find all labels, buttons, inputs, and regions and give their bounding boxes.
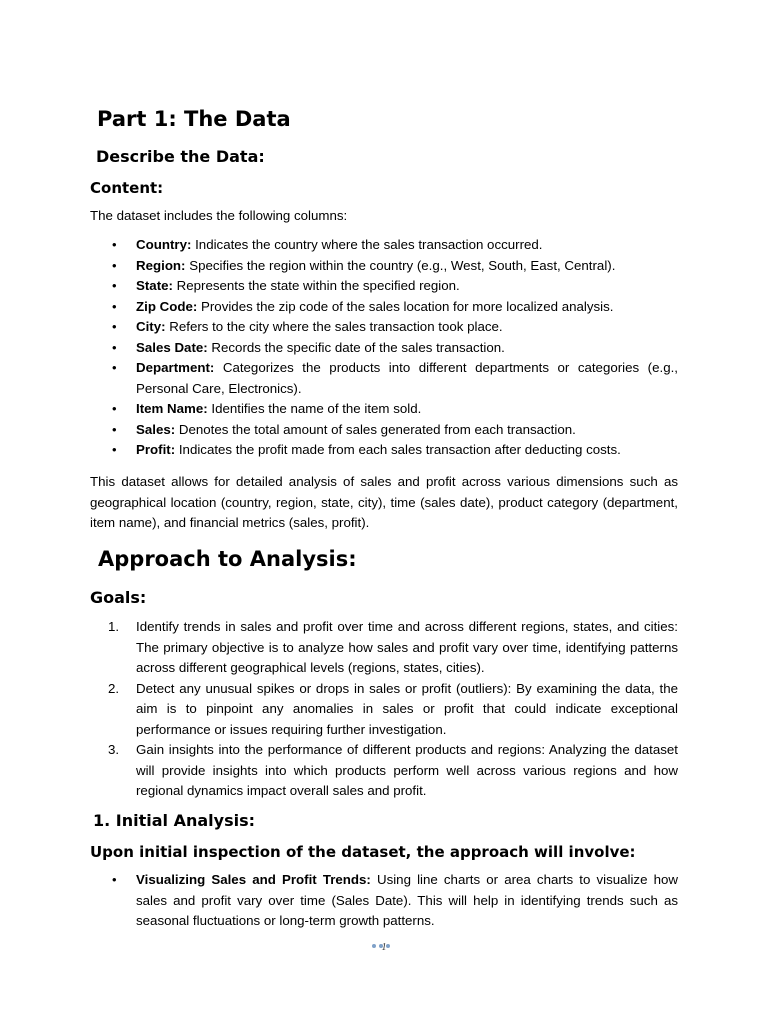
column-desc: Indicates the country where the sales transaction occurred. [191,237,543,252]
bullet-icon: • [112,278,117,293]
bullet-icon: • [112,339,117,355]
initial-analysis-heading: 1. Initial Analysis: [93,811,256,830]
goals-heading: Goals: [90,588,147,607]
list-item [112,358,678,399]
summary-paragraph: This dataset allows for detailed analysis of sales and profit across various dimensions such as geographical location (country, region, state, city), time (sales date), product category (department, item name), and financial metrics (sales, profit). [90,474,678,530]
approach-heading: Approach to Analysis: [98,547,357,571]
column-term: Item Name: [136,401,208,416]
list-item [108,679,678,741]
goal-text: Detect any unusual spikes or drops in sales or profit (outliers): By examining the data, the aim is to pinpoint any anomalies in sales or profit that could indicate exceptional performance or issues requiring further investigation. [136,680,678,737]
column-term: State: [136,278,173,293]
list-item [108,740,678,802]
column-desc: Specifies the region within the country (e.g., West, South, East, Central). [185,257,616,273]
bullet-icon: • [112,872,117,887]
column-term: Region: [136,257,186,273]
inspection-heading: Upon initial inspection of the dataset, the approach will involve: [90,843,636,861]
column-term: Sales Date: [136,339,208,355]
goal-number: 1. [108,619,120,634]
column-term: Profit: [136,442,176,457]
list-item [112,276,678,297]
list-item [112,235,678,256]
list-item [112,297,678,318]
approach-term: Visualizing Sales and Profit Trends: [136,872,371,887]
intro-text: The dataset includes the following columns: [90,208,348,223]
bullet-icon: • [112,442,117,457]
goal-text: Gain insights into the performance of different products and regions: Analyzing the dataset will provide insights into which products perform well across various regions and how regional dynamics impact overall sales and profit. [136,742,678,798]
bullet-icon: • [112,298,117,314]
bullet-icon: • [112,401,117,416]
column-term: City: [136,319,166,334]
list-item [112,317,678,338]
approach-list [112,870,678,932]
describe-heading: Describe the Data: [96,147,265,166]
list-item [112,440,678,461]
bullet-icon: • [112,319,117,334]
bullet-icon: • [112,237,117,252]
column-desc: Refers to the city where the sales transaction took place. [165,319,503,334]
list-item [112,338,678,359]
column-desc: Categorizes the products into different departments or categories (e.g., Personal Care, Electronics). [136,360,678,396]
bullet-icon: • [112,421,117,437]
page-number: 1 [381,942,387,953]
list-item [112,870,678,932]
bullet-icon: • [112,360,117,375]
column-term: Zip Code: [136,298,198,314]
goal-number: 2. [108,680,120,696]
goal-number: 3. [108,742,120,757]
footer-dots-icon [372,935,396,941]
column-term: Department: [136,360,215,375]
goal-text: Identify trends in sales and profit over time and across different regions, states, and cities: The primary objective is to analyze how sales and profit vary over time, identifying patterns across different geographical levels (regions, states, cities). [136,619,678,675]
goals-list [108,617,678,802]
part-heading: Part 1: The Data [97,107,291,131]
approach-desc: Using line charts or area charts to visualize how sales and profit vary over time (Sales Date). This will help in identifying trends such as seasonal fluctuations or long-term growth patterns. [136,872,678,928]
column-desc: Represents the state within the specified region. [172,278,460,293]
column-desc: Records the specific date of the sales transaction. [207,339,505,355]
list-item [112,420,678,441]
column-desc: Identifies the name of the item sold. [207,401,422,416]
bullet-icon: • [112,257,117,273]
column-desc: Denotes the total amount of sales generated from each transaction. [175,421,576,437]
list-item [112,256,678,277]
list-item [108,617,678,679]
column-desc: Indicates the profit made from each sales transaction after deducting costs. [175,442,621,457]
list-item [112,399,678,420]
column-term: Sales: [136,421,176,437]
column-term: Country: [136,237,192,252]
column-desc: Provides the zip code of the sales location for more localized analysis. [197,298,614,314]
columns-list [112,235,678,461]
content-heading: Content: [90,179,164,197]
